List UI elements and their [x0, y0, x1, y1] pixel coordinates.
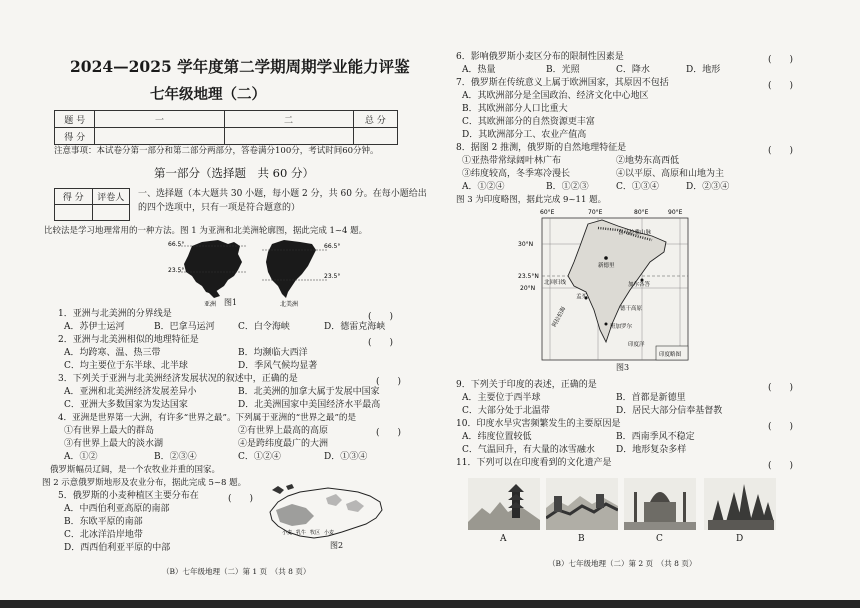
legend-label: 小麦 — [324, 530, 335, 536]
part1-instruction-line2: 的四个选项中，只有一项是符合题意的） — [138, 203, 301, 213]
lat-label: 20°N — [520, 285, 536, 292]
q1-option-a[interactable]: A．苏伊士运河 — [64, 322, 125, 332]
q9-option-b[interactable]: B．首都是新德里 — [616, 393, 686, 403]
grader-cell[interactable] — [55, 205, 93, 221]
intro-q9-11: 图 3 为印度略图，据此完成 9~11 题。 — [456, 195, 607, 205]
lat-label: 66.5° — [324, 243, 341, 250]
q4-option-c[interactable]: C．①②④ — [238, 452, 281, 462]
q3-option-b[interactable]: B．北美洲的加拿大属于发展中国家 — [238, 387, 380, 397]
heritage-image-a-pagoda[interactable] — [468, 478, 540, 530]
page-footer-left: （B）七年级地理（二）第 1 页 （共 8 页） — [162, 567, 311, 576]
q4-option-b[interactable]: B．②③④ — [154, 452, 197, 462]
q4-answer-paren[interactable]: ( ) — [376, 428, 402, 438]
q2-stem: 2．亚洲与北美洲相似的地理特征是 — [58, 335, 199, 345]
q7-option-d[interactable]: D．其欧洲部分工、农业产值高 — [462, 130, 587, 140]
farming-area — [276, 504, 314, 526]
q3-option-d[interactable]: D．北美洲国家中美国经济水平最高 — [238, 400, 381, 410]
q1-stem: 1．亚洲与北美洲的分界线是 — [58, 309, 172, 319]
heritage-image-d-angkor[interactable] — [704, 478, 776, 530]
heritage-image-b-great-wall[interactable] — [546, 478, 618, 530]
q2-option-d[interactable]: D．季风气候均显著 — [238, 361, 318, 371]
figure-3-caption: 图3 — [616, 363, 630, 372]
q3-stem: 3．下列关于亚洲与北美洲经济发展状况的叙述中，正确的是 — [58, 374, 298, 384]
q10-answer-paren[interactable]: ( ) — [768, 422, 794, 432]
intro-q5-8-line2: 图 2 示意俄罗斯地形及农业分布，据此完成 5~8 题。 — [42, 478, 247, 488]
exam-subtitle: 七年级地理（二） — [150, 86, 266, 103]
q11-option-c[interactable]: C — [656, 534, 663, 544]
grader-cell[interactable] — [92, 205, 130, 221]
lon-label: 90°E — [668, 209, 683, 216]
delhi-marker — [604, 256, 608, 260]
figure-1-caption: 图1 — [224, 298, 238, 307]
lat-label: 66.5° — [168, 241, 185, 248]
lon-label: 80°E — [634, 209, 649, 216]
q11-option-a[interactable]: A — [500, 534, 507, 544]
q6-option-d[interactable]: D．地形 — [686, 65, 721, 75]
grader-header-cell: 得 分 — [55, 189, 93, 205]
asia-label: 亚洲 — [204, 301, 217, 308]
arabian-sea-label: 阿拉伯海 — [551, 305, 568, 329]
q6-stem: 6．影响俄罗斯小麦区分布的限制性因素是 — [456, 52, 624, 62]
figure-2-caption: 图2 — [330, 541, 344, 550]
q10-option-d[interactable]: D．地形复杂多样 — [616, 445, 687, 455]
q1-option-d[interactable]: D．德雷克海峡 — [324, 322, 386, 332]
score-header-cell: 一 — [95, 111, 224, 128]
q9-option-c[interactable]: C．大部分处于北温带 — [462, 406, 550, 416]
score-header-cell: 题 号 — [55, 111, 95, 128]
score-cell[interactable] — [95, 128, 224, 145]
figure-2-russia-map — [266, 484, 386, 550]
score-label-cell: 得 分 — [55, 128, 95, 145]
q7-answer-paren[interactable]: ( ) — [768, 81, 794, 91]
kolkata-label: 加尔各答 — [628, 282, 651, 288]
intro-q5-8-line1: 俄罗斯幅员辽阔，是一个农牧业并重的国家。 — [50, 465, 221, 475]
q8-option-c[interactable]: C．①③④ — [616, 182, 659, 192]
q1-answer-paren[interactable]: ( ) — [368, 312, 394, 322]
q2-answer-paren[interactable]: ( ) — [368, 338, 394, 348]
q4-stem: 4．亚洲是世界第一大洲，有许多“世界之最”。下列属于亚洲的“世界之最”的是 — [58, 413, 357, 423]
watchtower — [554, 496, 562, 512]
intro-q1-4: 比较法是学习地理常用的一种方法。图 1 为亚洲和北美洲轮廓图，据此完成 1~4 题。 — [44, 226, 368, 236]
q5-stem: 5．俄罗斯的小麦种植区主要分布在 — [58, 491, 199, 501]
exam-title: 2024—2025 学年度第二学期周期学业能力评鉴 — [70, 57, 410, 76]
score-table — [54, 110, 398, 145]
bangalore-label: 班加罗尔 — [610, 324, 633, 330]
ground — [624, 522, 696, 530]
q6-option-a[interactable]: A．热量 — [462, 65, 496, 75]
scan-bottom-edge — [0, 600, 860, 608]
q9-option-a[interactable]: A．主要位于西半球 — [462, 393, 541, 403]
q8-statement-2: ②地势东高西低 — [616, 156, 680, 166]
q11-answer-paren[interactable]: ( ) — [768, 461, 794, 471]
legend-label: 牧区 — [310, 530, 321, 536]
tropic-label: 北回归线 — [544, 280, 567, 286]
q1-option-c[interactable]: C．白令海峡 — [238, 322, 290, 332]
q11-option-b[interactable]: B — [578, 534, 585, 544]
lat-label: 23.5° — [324, 273, 341, 280]
q8-option-b[interactable]: B．①②③ — [546, 182, 589, 192]
q8-stem: 8．据图 2 推测，俄罗斯的自然地理特征是 — [456, 143, 627, 153]
himalaya-label: 喜马拉雅山脉 — [618, 230, 652, 236]
score-header-cell: 二 — [224, 111, 353, 128]
q7-stem: 7．俄罗斯在传统意义上属于欧洲国家，其原因不包括 — [456, 78, 669, 88]
score-cell[interactable] — [353, 128, 397, 145]
q9-answer-paren[interactable]: ( ) — [768, 383, 794, 393]
q6-option-c[interactable]: C．降水 — [616, 65, 650, 75]
q10-option-c[interactable]: C．气温回升，有大量的冰雪融水 — [462, 445, 595, 455]
q4-statement-3: ③有世界上最大的淡水湖 — [64, 439, 164, 449]
score-header-cell: 总 分 — [353, 111, 397, 128]
lat-label: 23.5°N — [518, 273, 539, 280]
q11-stem: 11．下列可以在印度看到的文化遗产是 — [456, 458, 612, 468]
legend-label: 小麦 — [282, 530, 293, 536]
temple-base — [708, 520, 774, 530]
indian-ocean-label: 印度洋 — [628, 342, 645, 348]
q10-option-b[interactable]: B．西南季风不稳定 — [616, 432, 695, 442]
minaret — [634, 492, 637, 522]
q4-statement-4: ④是跨纬度最广的大洲 — [238, 439, 329, 449]
north-america-shape — [266, 240, 316, 298]
lat-label: 23.5° — [168, 267, 185, 274]
q7-option-c[interactable]: C．其欧洲部分的自然资源更丰富 — [462, 117, 595, 127]
q5-option-a[interactable]: A．中西伯利亚高原的南部 — [64, 504, 170, 514]
bangalore-marker — [605, 323, 608, 326]
lon-label: 60°E — [540, 209, 555, 216]
q4-option-d[interactable]: D．①③④ — [324, 452, 368, 462]
q5-answer-paren[interactable]: ( ) — [228, 494, 254, 504]
q9-option-d[interactable]: D．居民大部分信奉基督教 — [616, 406, 723, 416]
watchtower — [596, 494, 604, 508]
north-america-label: 北美洲 — [280, 301, 299, 308]
q6-option-b[interactable]: B．光照 — [546, 65, 580, 75]
q8-statement-1: ①亚热带常绿阔叶林广布 — [462, 156, 562, 166]
part1-heading: 第一部分（选择题 共 60 分） — [154, 166, 314, 180]
asia-shape — [184, 240, 242, 294]
deccan-label: 德干高原 — [620, 306, 643, 312]
q4-statement-1: ①有世界上最大的群岛 — [64, 426, 155, 436]
page-footer-right: （B）七年级地理（二）第 2 页 （共 8 页） — [548, 559, 697, 568]
q11-option-d[interactable]: D — [736, 534, 744, 544]
q9-stem: 9．下列关于印度的表述，正确的是 — [456, 380, 597, 390]
q8-answer-paren[interactable]: ( ) — [768, 146, 794, 156]
figure-1-asia-na — [168, 236, 348, 312]
q3-option-c[interactable]: C．亚洲大多数国家为发达国家 — [64, 400, 188, 410]
lat-label: 30°N — [518, 241, 534, 248]
grader-header-cell: 评卷人 — [92, 189, 130, 205]
q5-option-d[interactable]: D．西西伯利亚平原的中部 — [64, 543, 171, 553]
delhi-label: 新德里 — [598, 263, 615, 269]
q1-option-b[interactable]: B．巴拿马运河 — [154, 322, 215, 332]
taj-base — [644, 502, 676, 522]
map-title-label: 印度略图 — [659, 352, 682, 358]
part1-instruction-line1: 一、选择题（本大题共 30 小题，每小题 2 分，共 60 分。在每小题给出 — [138, 189, 427, 199]
q2-option-c[interactable]: C．均主要位于东半球、北半球 — [64, 361, 188, 371]
heritage-image-c-taj-mahal[interactable] — [624, 478, 696, 530]
q8-statement-4: ④以平原、高原和山地为主 — [616, 169, 725, 179]
q10-stem: 10．印度水旱灾害频繁发生的主要原因是 — [456, 419, 621, 429]
q2-option-b[interactable]: B．均濒临大西洋 — [238, 348, 308, 358]
q4-option-a[interactable]: A．①② — [64, 452, 98, 462]
figure-3-india-map — [518, 206, 698, 362]
q8-statement-3: ③纬度较高，冬季寒冷漫长 — [462, 169, 571, 179]
q3-answer-paren[interactable]: ( ) — [376, 377, 402, 387]
legend-label: 乳牛 — [296, 530, 307, 536]
mumbai-label: 孟买 — [576, 294, 588, 300]
q5-option-b[interactable]: B．东欧平原的南部 — [64, 517, 143, 527]
q6-answer-paren[interactable]: ( ) — [768, 55, 794, 65]
terrain-shading — [326, 494, 364, 512]
q8-option-a[interactable]: A．①②④ — [462, 182, 505, 192]
q10-option-a[interactable]: A．纬度位置较低 — [462, 432, 532, 442]
q8-option-d[interactable]: D．②③④ — [686, 182, 730, 192]
arctic-islands — [272, 484, 294, 494]
minaret — [683, 492, 686, 522]
q5-option-c[interactable]: C．北冰洋沿岸地带 — [64, 530, 143, 540]
q3-option-a[interactable]: A．亚洲和北美洲经济发展差异小 — [64, 387, 197, 397]
notice-text: 注意事项：本试卷分第一部分和第二部分两部分，答卷满分100分，考试时间60分钟。 — [54, 146, 379, 156]
q2-option-a[interactable]: A．均跨寒、温、热三带 — [64, 348, 161, 358]
grader-table — [54, 188, 130, 221]
q7-option-b[interactable]: B．其欧洲部分人口比重大 — [462, 104, 568, 114]
q7-option-a[interactable]: A．其欧洲部分是全国政治、经济文化中心地区 — [462, 91, 649, 101]
lon-label: 70°E — [588, 209, 603, 216]
score-cell[interactable] — [224, 128, 353, 145]
q4-statement-2: ②有世界上最高的高原 — [238, 426, 329, 436]
